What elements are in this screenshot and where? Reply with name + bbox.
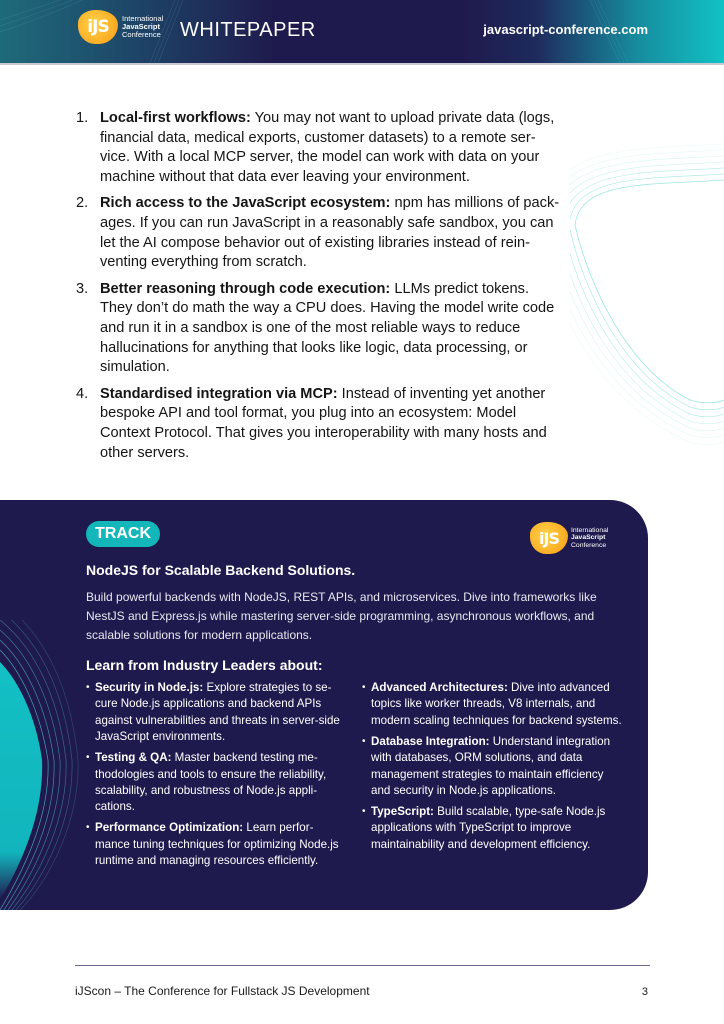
logo-line-2: JavaScript — [571, 534, 606, 542]
bullet-icon: • — [86, 822, 90, 834]
topic-title: Security in Node.js: — [95, 681, 204, 694]
ijs-logo — [530, 522, 608, 554]
track-info-box — [0, 500, 648, 910]
decorative-teal-shape — [0, 620, 80, 910]
list-item-text: Instead of inventing yet another bespoke API and tool format, you plug into an ecosystem: Model Context Protocol. That gives you interoperability with many hosts and other servers. — [100, 385, 547, 461]
list-number: 2. — [76, 195, 89, 212]
logo-line-1: International — [122, 14, 164, 24]
list-item-text: LLMs predict tokens. They don’t do math the way a CPU does. Having the model write code and run it in a sandbox is one of the most reliable ways to reduce hallucinations for anything that looks like logic, data processing, or simulation. — [100, 280, 555, 376]
list-item — [76, 280, 560, 379]
learn-heading: Learn from Industry Leaders about: — [86, 657, 323, 673]
topic-item — [362, 680, 624, 729]
topic-item — [86, 680, 342, 746]
logo-line-1: International — [571, 527, 609, 535]
list-item — [76, 194, 560, 273]
list-item-text: npm has millions of packages. If you can run JavaScript in a reasonably safe sandbox, you can let the AI compose behavior out of existing libraries instead of reinventing everything from scratch. — [100, 195, 560, 271]
bullet-icon: • — [362, 805, 366, 817]
header-divider — [0, 63, 724, 65]
logo-mark-text: iJS — [87, 17, 109, 37]
topic-text: Explore strategies to secure Node.js applications and backend APIs against vulnerabilities and threats in server-side JavaScript environments. — [95, 681, 340, 744]
topic-text: Understand integration with databases, ORM solutions, and data management strategies to maintain efficiency and security in Node.js applications. — [371, 734, 611, 797]
ijs-logo-mark — [530, 522, 568, 554]
bullet-icon: • — [86, 682, 90, 693]
topic-text: Dive into advanced topics like worker threads, V8 internals, and modern scaling techniques for backend systems. — [371, 681, 622, 727]
list-item-text: You may not want to upload private data (logs, financial data, medical exports, customer datasets) to a remote service. With a local MCP server, the model can work with data on your machine without that data ever leaving your environment. — [100, 110, 555, 186]
page-header — [0, 0, 724, 63]
page-number: 3 — [641, 986, 648, 998]
ijs-logo-mark — [78, 10, 118, 44]
logo-line-3: Conference — [571, 541, 607, 549]
topic-item — [86, 820, 342, 869]
topic-title: Testing & QA: — [95, 751, 172, 765]
logo-line-2: JavaScript — [122, 22, 160, 32]
topic-text: Learn performance tuning techniques for optimizing Node.js runtime and managing resources efficiently. — [95, 821, 339, 868]
footer-divider — [75, 965, 650, 966]
logo-wordmark — [122, 15, 163, 39]
logo-line-3: Conference — [122, 29, 161, 39]
topic-item — [362, 734, 624, 800]
decorative-curve-lines — [570, 130, 724, 470]
list-number: 4. — [76, 385, 89, 402]
bullet-icon: • — [362, 682, 366, 693]
list-item — [76, 385, 560, 464]
logo-mark-text: iJS — [539, 529, 559, 548]
bullet-icon: • — [86, 752, 90, 764]
site-url-link[interactable]: javascript-conference.com — [483, 22, 648, 37]
topic-item — [86, 750, 342, 816]
list-number: 1. — [76, 110, 89, 126]
list-number: 3. — [76, 280, 89, 297]
topics-column-left — [86, 680, 342, 874]
list-item-title: Local-first workflows: — [100, 110, 251, 126]
list-item — [76, 109, 560, 188]
topic-title: Performance Optimization: — [95, 821, 244, 835]
track-badge: TRACK — [86, 521, 160, 547]
topics-column-right — [362, 680, 624, 858]
numbered-list — [76, 109, 560, 470]
topic-title: Advanced Architectures: — [371, 681, 508, 694]
logo-wordmark — [571, 527, 608, 548]
topic-title: Database Integration: — [371, 734, 490, 748]
track-title: NodeJS for Scalable Backend Solutions. — [86, 562, 356, 578]
bullet-icon: • — [362, 735, 366, 747]
section-label: WHITEPAPER — [180, 19, 316, 41]
list-item-title: Better reasoning through code execution: — [100, 280, 391, 297]
ijs-logo[interactable] — [78, 10, 163, 44]
list-item-title: Standardised integration via MCP: — [100, 385, 338, 402]
track-description: Build powerful backends with NodeJS, REST APIs, and microservices. Dive into frameworks like NestJS and Express.js while mastering server-side programming, asynchronous workflows, and scalable solutions for modern applications. — [86, 590, 597, 642]
topic-text: Build scalable, type-safe Node.js applications with TypeScript to improve maintainability and development efficiency. — [371, 804, 606, 851]
topic-title: TypeScript: — [371, 804, 434, 818]
footer-text: iJScon – The Conference for Fullstack JS Development — [75, 984, 370, 998]
topic-item — [362, 804, 624, 853]
list-item-title: Rich access to the JavaScript ecosystem: — [100, 195, 391, 212]
topic-text: Master backend testing methodologies and tools to ensure the reliability, scalability, and robustness of Node.js applications. — [95, 751, 327, 814]
